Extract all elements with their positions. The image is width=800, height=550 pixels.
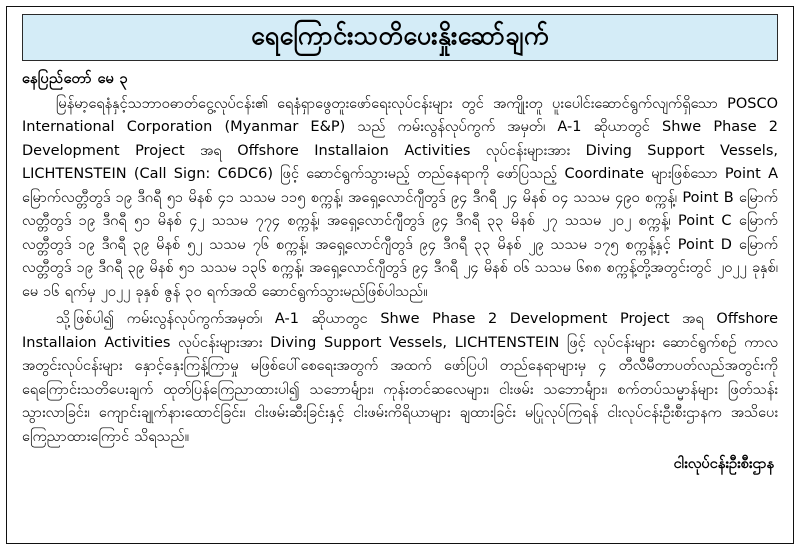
paragraph-2: သို့ဖြစ်ပါ၍ ကမ်းလွန်လုပ်ကွက်အမှတ်၊ A-1 ဆိုယာတွင Shwe Phase 2 Development Project အရ Offshore Installaion Activities လုပ်ငန်းများအား Diving Support Vessels, LICHTENSTEIN ဖြင့် လုပ်ငန်းများ ဆောင်ရွက်စဉ် ကာလအတွင်းလုပ်ငန်းများ နှောင့်နှေးကြန့်ကြာမှု မဖြစ်ပေါ်စေရေးအတွက် အထက် ဖော်ပြပါ တည်နေရာများမှ ၄ တီလီမီတာပတ်လည်အတွင်းကို ရေကြောင်းသတိပေးချက် ထုတ်ပြန်ကြေညာထားပါ၍ သဘောင်္များ၊ ကုန်းတင်ဆလေများ၊ ငါးဖမ်း သဘောင်္များ၊ စက်တပ်သမ္မာန်များ ဖြတ်သန်းသွားလာခြင်း၊ ကျောင်းချုက်နားထောင်ခြင်း၊ ငါးဖမ်းဆီးခြင်းနှင့် ငါးဖမ်းကိရိယာများ ချထားခြင်း မပြုလုပ်ကြရန် ငါးလုပ်ငန်းဦးစီးဌာနက အသိပေးကြေညာထားကြောင် သိရသည်။ xyxy=(22,311,778,445)
document-body xyxy=(22,93,778,449)
page-title: ရေကြောင်းသတိပေးနှိုးဆော်ချက် xyxy=(251,21,549,50)
dateline: နေပြည်တော် မေ ၃ xyxy=(22,70,129,87)
document-title-banner xyxy=(22,14,778,61)
document-content xyxy=(8,6,792,544)
signature-line: ငါးလုပ်ငန်းဦးစီးဌာန xyxy=(673,456,774,473)
paragraph-1: မြန်မာ့ရေနံနှင့်သဘာဝဓာတ်ငွေ့လုပ်ငန်း၏ ရေနံရှာဖွေတူးဖော်ရေးလုပ်ငန်းများ တွင် အကျိုးတူ ပူးပေါင်းဆောင်ရွက်လျက်ရှိသော POSCO International Corporation (Myanmar E&P) သည် ကမ်းလွန်လုပ်ကွက် အမှတ်၊ A-1 ဆိုယာတွင် Shwe Phase 2 Development Project အရ Offshore Installaion Activities လုပ်ငန်းများအား Diving Support Vessels, LICHTENSTEIN (Call Sign: C6DC6) ဖြင့် ဆောင်ရွက်သွားမည့် တည်နေရာကို ဖော်ပြသည့် Coordinate များဖြစ်သော Point A မြောက်လတ္တီတွဒ် ၁၉ ဒီဂရီ ၅၁ မိနစ် ၄၁ သသမ ၁၁၅ စက္ကန့်၊ အရှေ့လောင်ဂျီတွဒ် ၉၄ ဒီဂရီ ၂၄ မိနစ် ၀၄ သသမ ၄၉၀ စက္ကန့်၊ Point B မြောက်လတ္တီတွဒ် ၁၉ ဒီဂရီ ၅၁ မိနစ် ၄၂ သသမ ၇၇၄ စက္ကန့်၊ အရှေ့လောင်ဂျီတွဒ် ၉၄ ဒီဂရီ ၃၃ မိနစ် ၂၇ သသမ ၂၀၂ စက္ကန့်၊ Point C မြောက်လတ္တီတွဒ် ၁၉ ဒီဂရီ ၃၉ မိနစ် ၅၂ သသမ ၇၆ စက္ကန့်၊ အရှေ့လောင်ဂျီတွဒ် ၉၄ ဒီဂရီ ၃၃ မိနစ် ၂၉ သသမ ၁၇၅ စက္ကန့်နှင့် Point D မြောက်လတ္တီတွဒ် ၁၉ ဒီဂရီ ၃၉ မိနစ် ၅၁ သသမ ၁၃၆ စက္ကန့်၊ အရှေ့လောင်ဂျီတွဒ် ၉၄ ဒီဂရီ ၂၄ မိနစ် ၀၆ သသမ ၆၈၈ စက္ကန့်တို့အတွင်းတွင် ၂၀၂၂ ခုနှစ်၊ မေ ၁၆ ရက်မှ ၂၀၂၂ ခုနှစ် ဇွန် ၃၀ ရက်အထိ ဆောင်ရွက်သွားမည်ဖြစ်ပါသည်။ xyxy=(22,95,778,300)
